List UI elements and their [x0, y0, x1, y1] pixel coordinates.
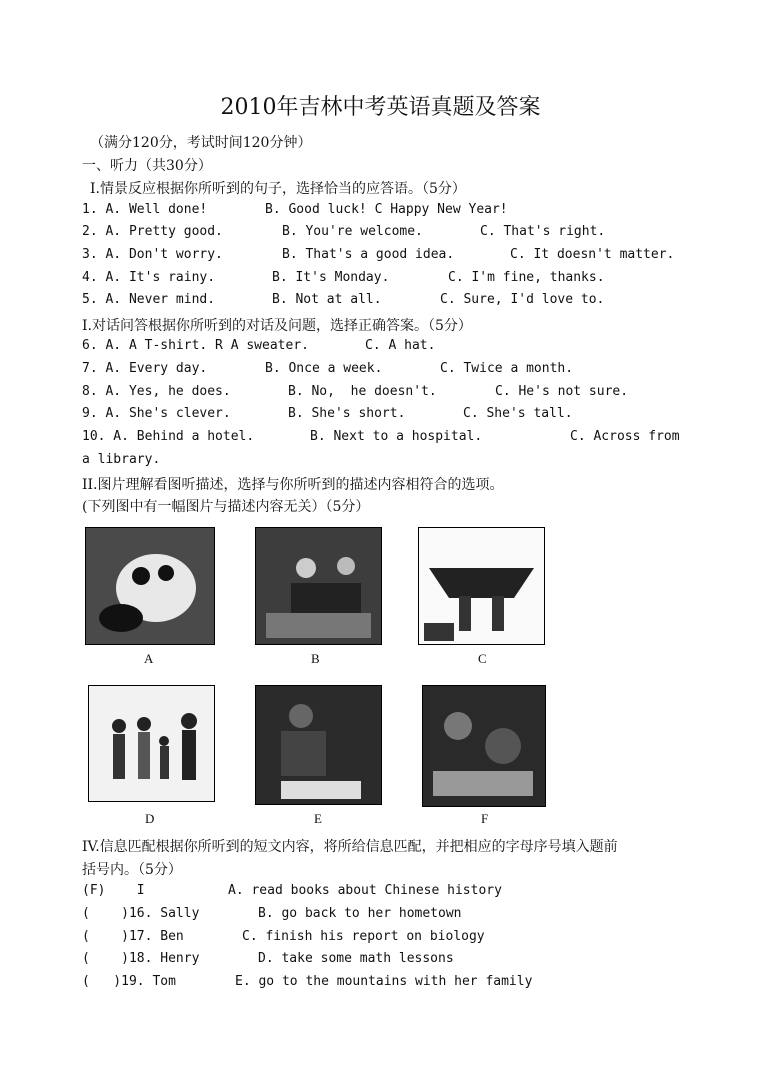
part4-heading: IV.信息匹配根据你所听到的短文内容，将所给信息匹配，并把相应的字母序号填入题前 [82, 839, 618, 855]
part2-heading: I.对话问答根据你所听到的对话及问题，选择正确答案。（5分） [82, 318, 472, 334]
picture-label-d: D [145, 811, 155, 826]
picture-a [85, 527, 215, 645]
picture-b [255, 527, 382, 645]
picture-d [88, 685, 215, 802]
picture-label-a: A [144, 651, 154, 666]
question-wrap: a library. [82, 452, 161, 467]
section-heading: 一、听力（共30分） [82, 158, 212, 174]
picture-label-f: F [481, 811, 489, 826]
picture-label-c: C [478, 651, 487, 666]
part3-note: (下列图中有一幅图片与描述内容无关）（5分） [82, 499, 370, 515]
page-title: 2010年吉林中考英语真题及答案 [220, 95, 541, 120]
picture-f [422, 685, 546, 807]
part4-heading-cont: 括号内。（5分） [82, 862, 182, 878]
picture-c [418, 527, 545, 645]
part1-heading: I.情景反应根据你所听到的句子，选择恰当的应答语。（5分） [90, 181, 466, 197]
subtitle: （满分120分，考试时间120分钟） [90, 135, 312, 151]
picture-e [255, 685, 382, 805]
picture-label-b: B [311, 651, 320, 666]
part3-heading: II.图片理解看图听描述，选择与你所听到的描述内容相符合的选项。 [82, 477, 504, 493]
picture-label-e: E [314, 811, 322, 826]
